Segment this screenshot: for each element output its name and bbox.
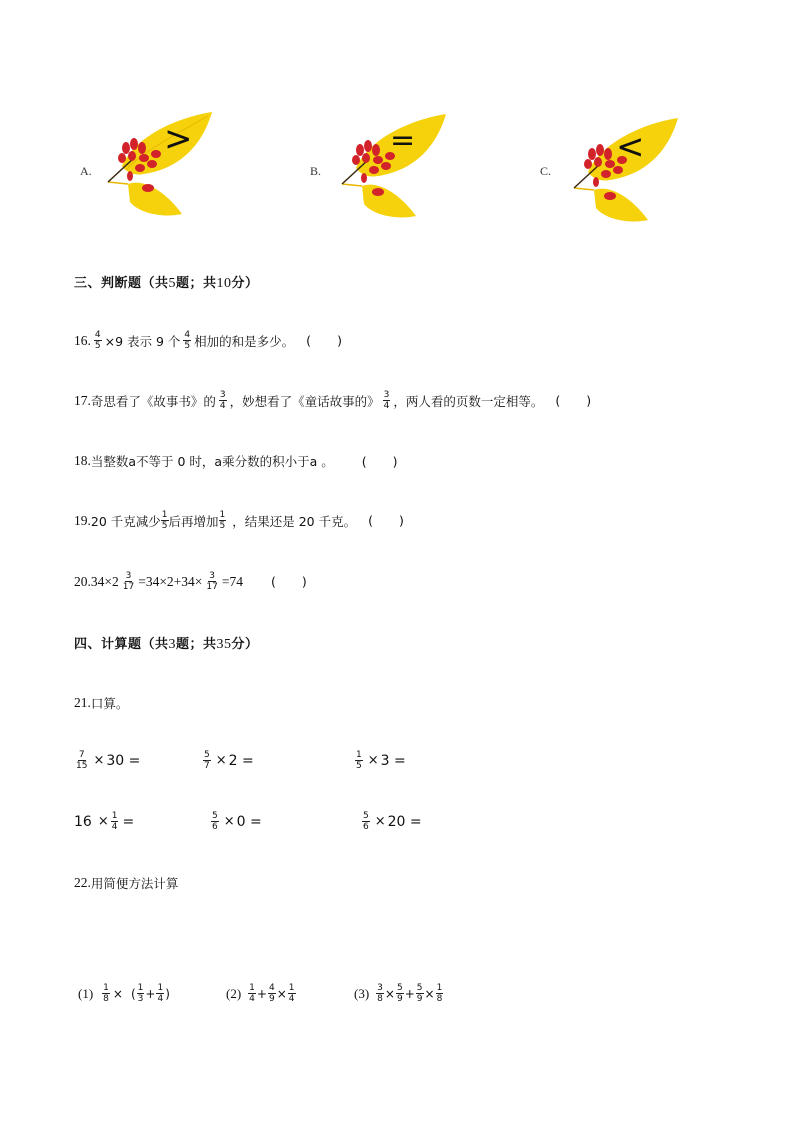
question-20: 20. 34×2 $\frac{3}{17}$ =34×2+34× $\frac{3}{17}$ =74 ( ) [74, 571, 307, 592]
mental-calc-item: $\frac{1}{5}$ × 3 = [356, 750, 406, 771]
question-21: 21. 口算。 [74, 695, 129, 711]
question-16: 16. $\frac{4}{5}$ ×9 表示 9 个 $\frac{4}{5}$ 相加的和是多少。 ( ) [74, 330, 342, 351]
mental-calc-item: 16 × $\frac{1}{4}$ = [74, 811, 135, 832]
option-label: B. [310, 164, 322, 178]
fraction: $\frac{3}{4}$ [219, 390, 226, 411]
svg-text:<: < [616, 127, 645, 167]
question-19: 19. 20 千克减少 $\frac{1}{5}$ 后再增加 $\frac{1}{5}$ ，结果还是 20 千克。 ( ) [74, 510, 404, 531]
fraction: $\frac{4}{5}$ [94, 330, 101, 351]
fraction: $\frac{3}{4}$ [383, 390, 390, 411]
fraction: $\frac{3}{17}$ [122, 571, 135, 592]
svg-text:=: = [390, 123, 416, 158]
svg-text:>: > [164, 119, 193, 159]
simplify-item-3: (3) $\frac{3}{8}$ × $\frac{5}{9}$ + $\frac{5}{9}$ × $\frac{1}{8}$ [354, 983, 443, 1004]
mental-calc-item: $\frac{7}{15}$ × 30 = [76, 750, 141, 771]
option-label: C. [540, 164, 552, 178]
option-a[interactable] [80, 160, 92, 179]
mental-calc-item: $\frac{5}{6}$ × 20 = [363, 811, 422, 832]
fraction: $\frac{4}{5}$ [184, 330, 191, 351]
answer-blank[interactable]: ( ) [368, 513, 404, 528]
mental-calc-item: $\frac{5}{6}$ × 0 = [212, 811, 262, 832]
option-b[interactable] [310, 160, 321, 179]
section-title-judgment: 三、判断题（共5题；共10分） [74, 276, 259, 291]
option-label: A. [80, 164, 92, 178]
leaf-image-greater [104, 110, 214, 222]
fraction: $\frac{1}{5}$ [161, 510, 168, 531]
question-22: 22. 用简便方法计算 [74, 875, 179, 891]
answer-blank[interactable]: ( ) [271, 574, 307, 589]
mental-calc-item: $\frac{5}{7}$ × 2 = [204, 750, 254, 771]
answer-blank[interactable]: ( ) [306, 333, 342, 348]
option-c[interactable] [540, 160, 551, 179]
simplify-item-2: (2) $\frac{1}{4}$ + $\frac{4}{9}$ × $\frac{1}{4}$ [226, 983, 295, 1004]
simplify-item-1: (1) $\frac{1}{8}$ × ( $\frac{1}{3}$ + $\frac{1}{4}$ ) [78, 983, 170, 1004]
answer-blank[interactable]: ( ) [361, 453, 398, 469]
leaf-image-equal [338, 112, 448, 224]
answer-blank[interactable]: ( ) [555, 393, 592, 408]
fraction: $\frac{1}{5}$ [219, 510, 226, 531]
fraction: $\frac{3}{17}$ [206, 571, 218, 592]
question-18: 18. 当整数a不等于 0 时，a乘分数的积小于a 。 ( ) [74, 453, 398, 469]
leaf-image-less [570, 116, 680, 228]
question-17: 17. 奇思看了《故事书》的 $\frac{3}{4}$ ，妙想看了《童话故事的》 $\frac{3}{4}$ ，两人看的页数一定相等。 ( ) [74, 390, 592, 411]
section-title-calculation: 四、计算题（共3题；共35分） [74, 637, 259, 652]
